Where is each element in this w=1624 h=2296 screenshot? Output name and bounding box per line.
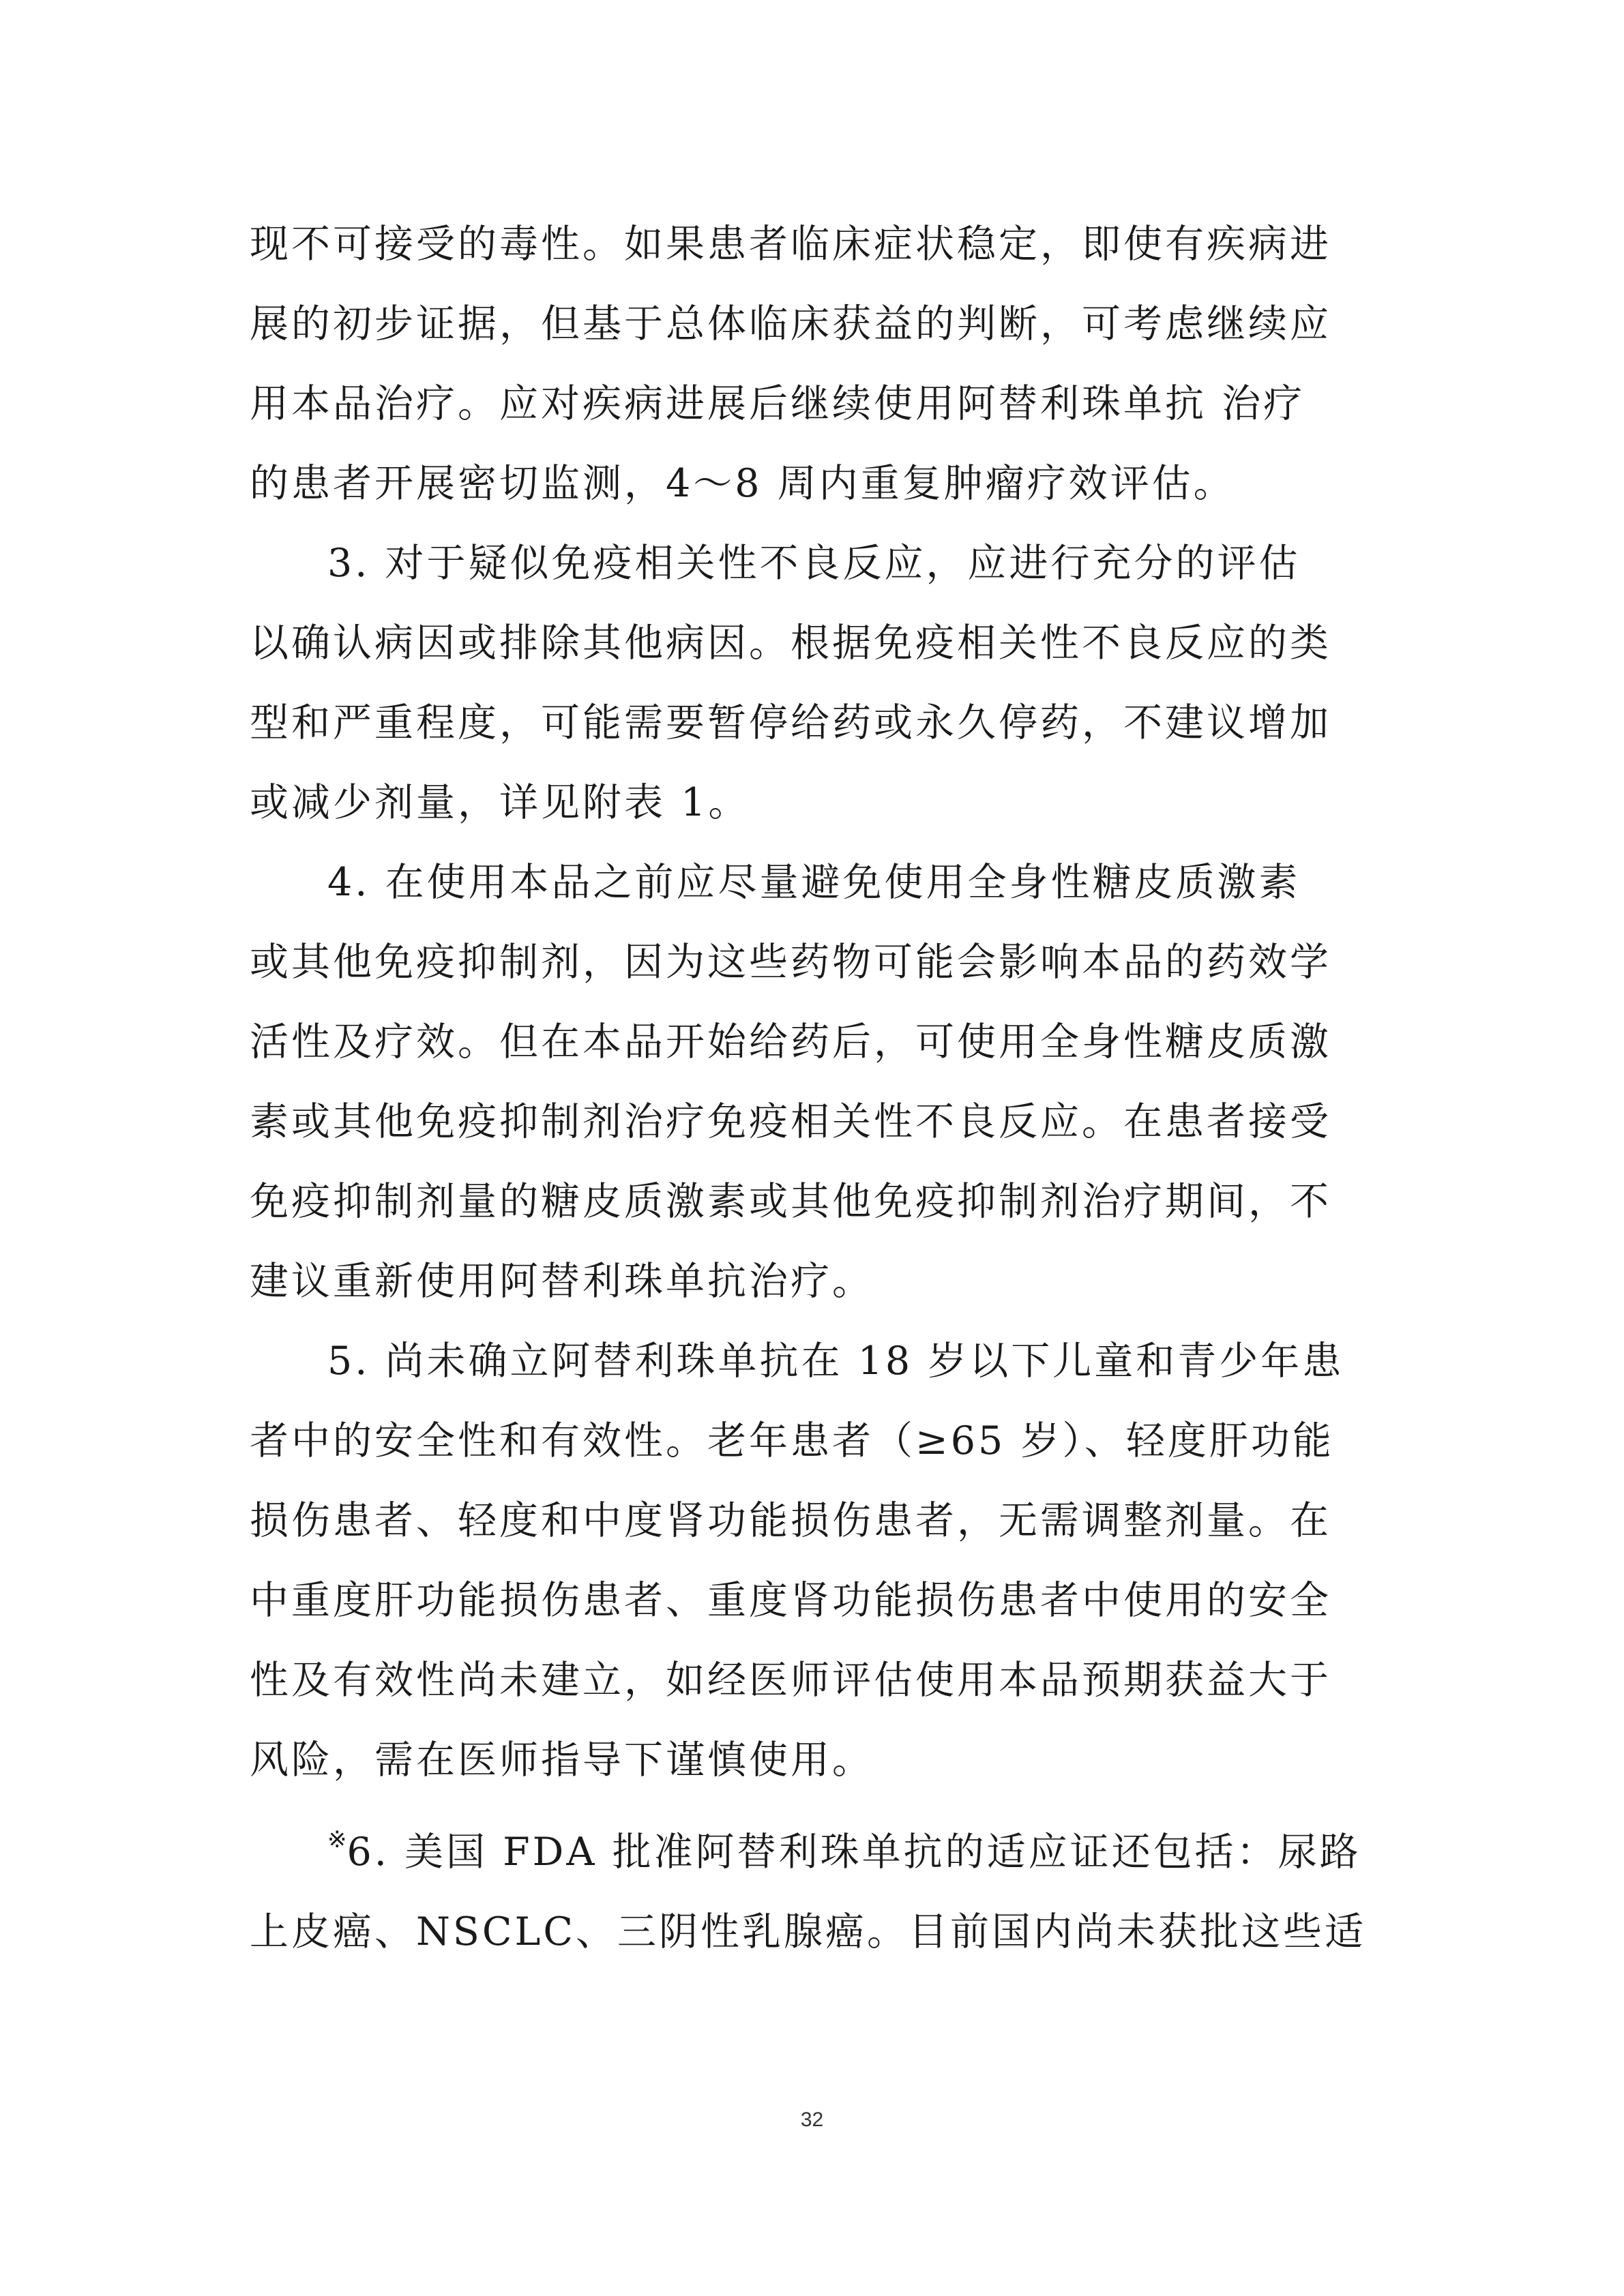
text-line: 素或其他免疫抑制剂治疗免疫相关性不良反应。在患者接受 (250, 1099, 1331, 1144)
text-line: 展的初步证据，但基于总体临床获益的判断，可考虑继续应 (250, 301, 1331, 346)
paragraph-3-start: 3. 对于疑似免疫相关性不良反应，应进行充分的评估 (327, 541, 1301, 586)
text-line: 以确认病因或排除其他病因。根据免疫相关性不良反应的类 (250, 621, 1331, 666)
text-line: 风险，需在医师指导下谨慎使用。 (250, 1738, 874, 1783)
paragraph-5-start: 5. 尚未确立阿替利珠单抗在 18 岁以下儿童和青少年患 (327, 1339, 1344, 1384)
text-line: 的患者开展密切监测，4～8 周内重复肿瘤疗效评估。 (250, 461, 1235, 506)
paragraph-4-start: 4. 在使用本品之前应尽量避免使用全身性糖皮质激素 (327, 860, 1301, 905)
text-line: 型和严重程度，可能需要暂停给药或永久停药，不建议增加 (250, 700, 1331, 745)
text-line: 中重度肝功能损伤患者、重度肾功能损伤患者中使用的安全 (250, 1578, 1331, 1623)
text-line: 上皮癌、NSCLC、三阴性乳腺癌。目前国内尚未获批这些适 (250, 1909, 1366, 1954)
page-number: 32 (800, 2108, 824, 2131)
text-line: 现不可接受的毒性。如果患者临床症状稳定，即使有疾病进 (250, 222, 1331, 267)
text-line: 活性及疗效。但在本品开始给药后，可使用全身性糖皮质激 (250, 1019, 1331, 1064)
text-line: 者中的安全性和有效性。老年患者（≥65 岁）、轻度肝功能 (250, 1418, 1334, 1463)
paragraph-6-first-line: 6. 美国 FDA 批准阿替利珠单抗的适应证还包括：尿路 (346, 1830, 1361, 1875)
text-line: 免疫抑制剂量的糖皮质激素或其他免疫抑制剂治疗期间，不 (250, 1179, 1331, 1224)
reference-mark: ※ (327, 1826, 347, 1853)
body-text (250, 205, 1375, 1972)
text-line: 或减少剂量，详见附表 1。 (250, 780, 750, 825)
text-line: 损伤患者、轻度和中度肾功能损伤患者，无需调整剂量。在 (250, 1498, 1331, 1543)
text-line: 性及有效性尚未建立，如经医师评估使用本品预期获益大于 (250, 1658, 1331, 1703)
text-line: 用本品治疗。应对疾病进展后继续使用阿替利珠单抗 治疗 (250, 381, 1305, 426)
text-line: 或其他免疫抑制剂，因为这些药物可能会影响本品的药效学 (250, 940, 1331, 985)
text-line: 建议重新使用阿替利珠单抗治疗。 (250, 1259, 874, 1304)
paragraph-6-start (250, 1800, 1375, 1892)
